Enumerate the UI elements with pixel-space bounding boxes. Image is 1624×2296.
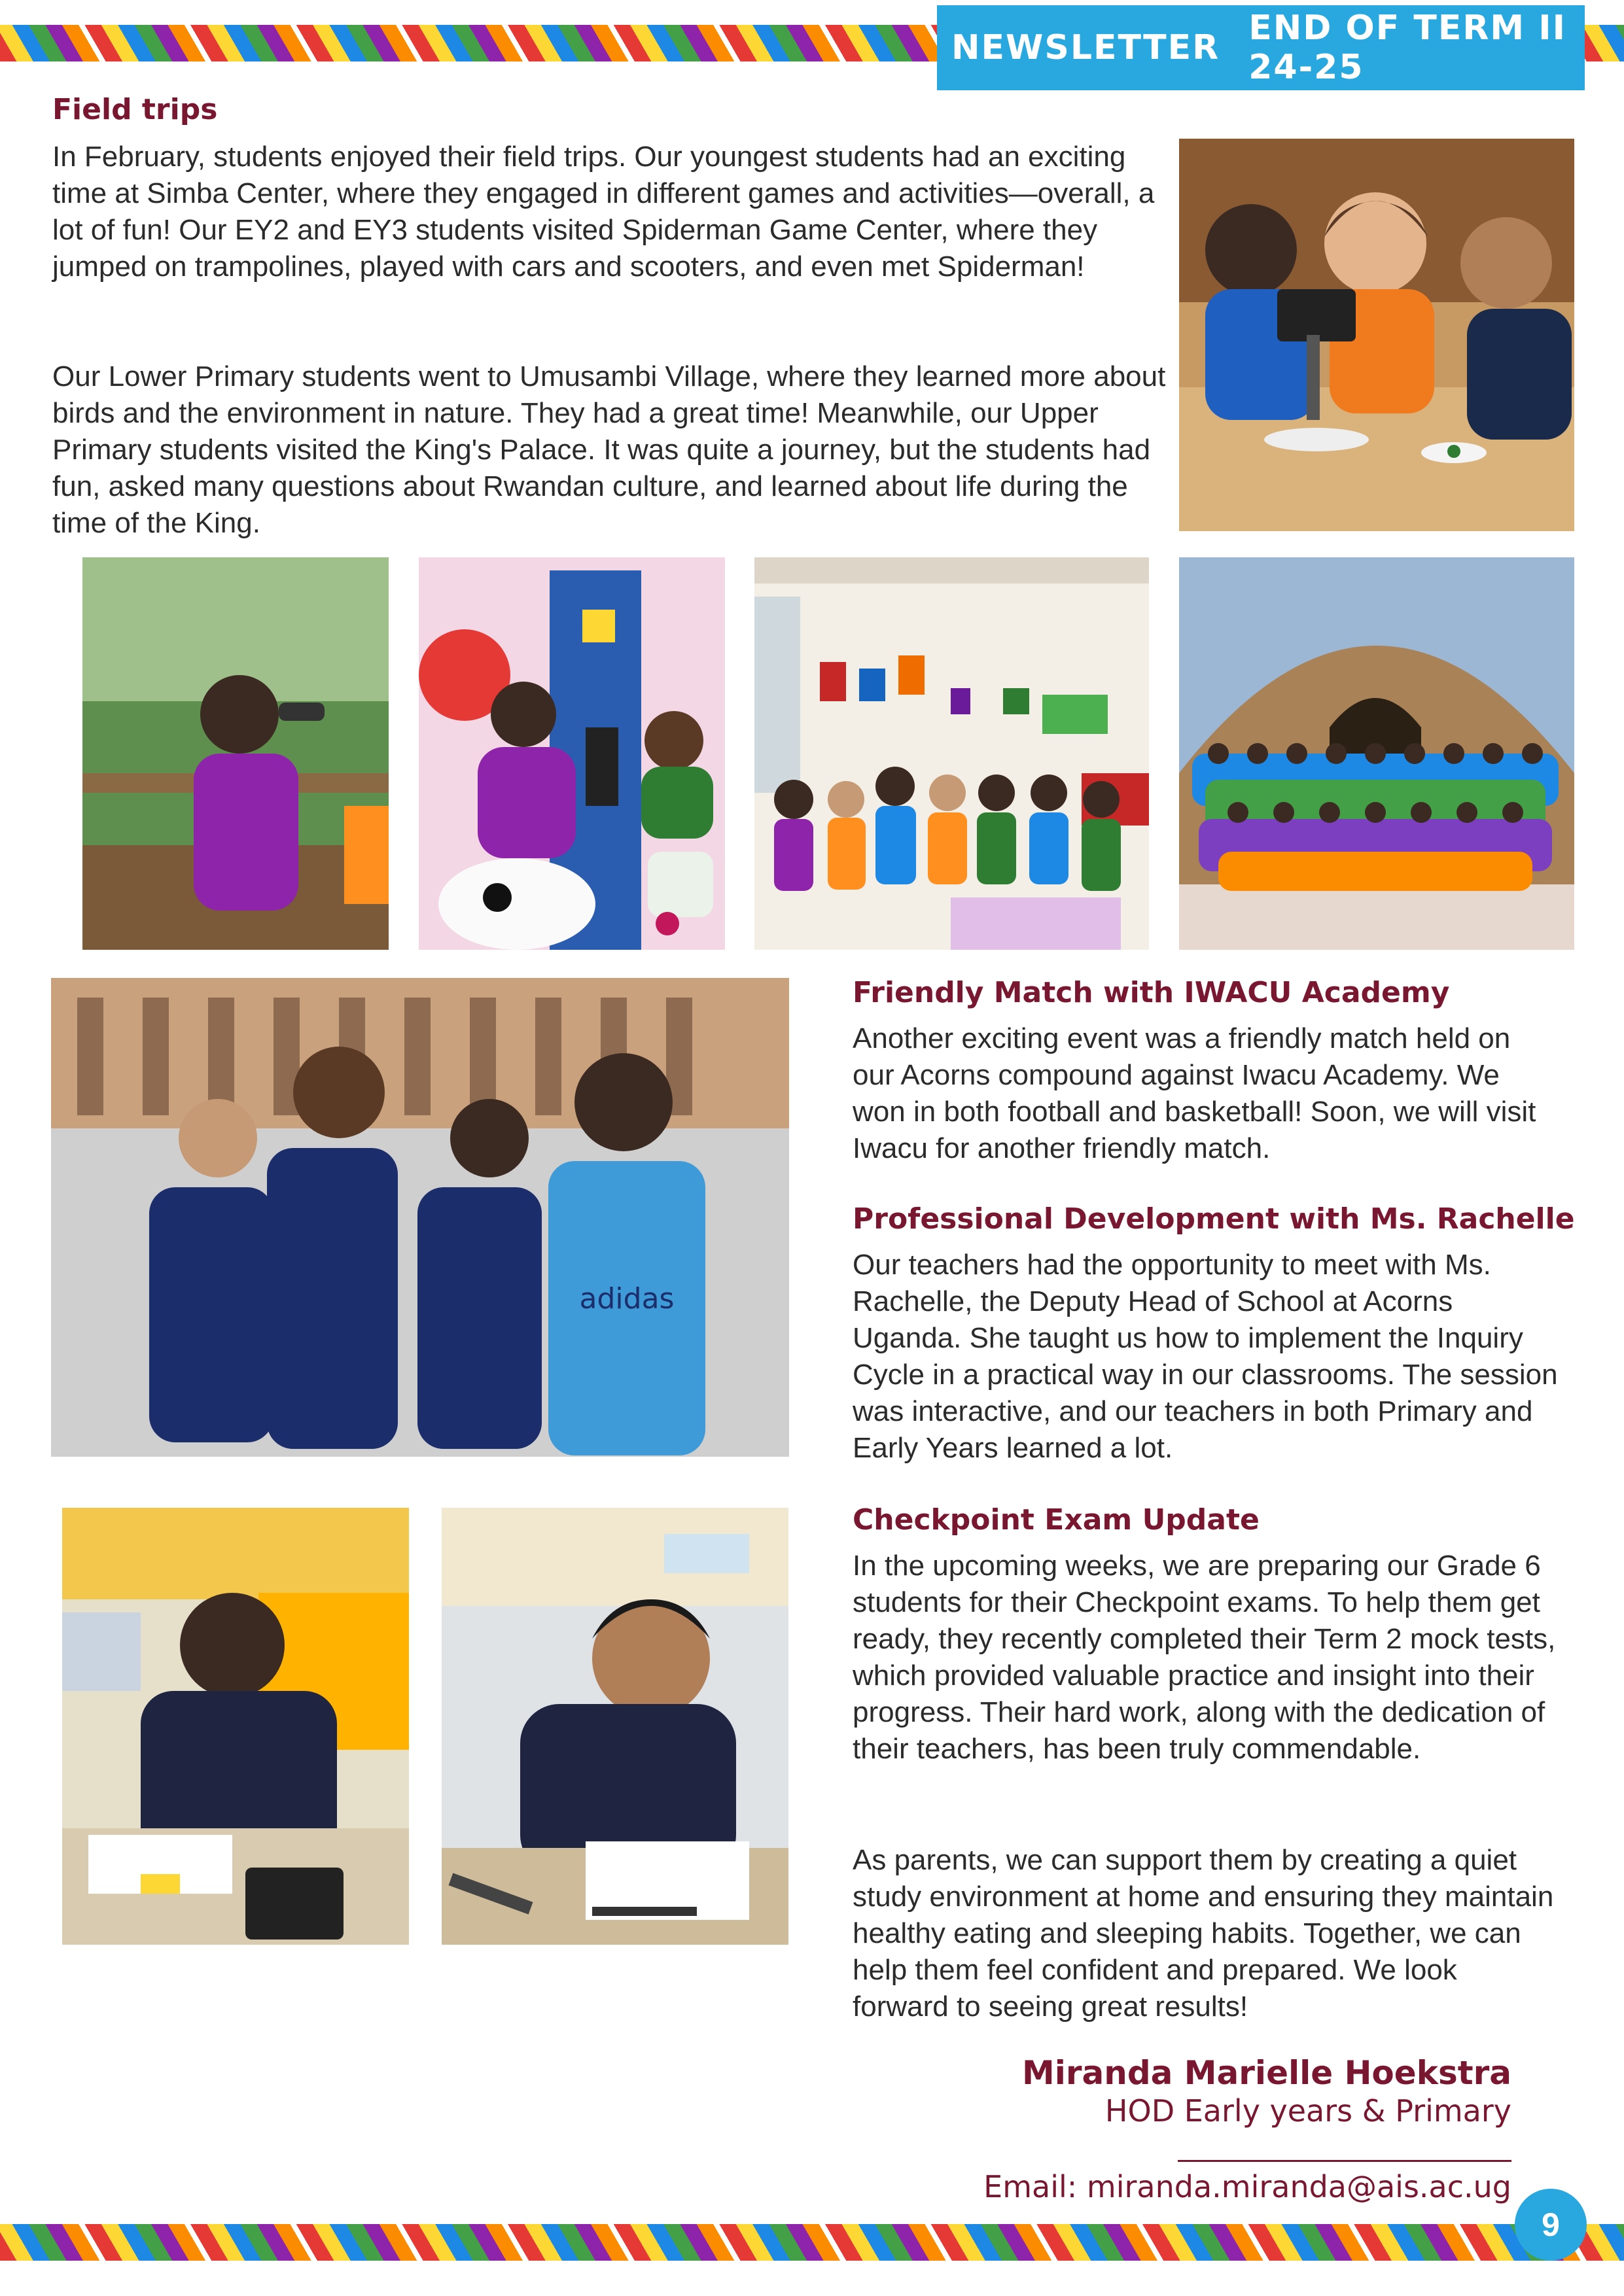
professional-development-heading: Professional Development with Ms. Rachelle bbox=[853, 1202, 1575, 1236]
bottom-decorative-band bbox=[0, 2224, 1624, 2261]
field-trips-paragraph-2: Our Lower Primary students went to Umusambi Village, where they learned more about birds and the environment in nature. They had a great time! Meanwhile, our Upper Primary students visited the King's Palace. It was quite a journey, but the students had fun, asked many questions about Rwandan culture, and learned about life during the time of the King. bbox=[52, 360, 1166, 539]
checkpoint-heading: Checkpoint Exam Update bbox=[853, 1503, 1260, 1537]
photo-kings-palace-group bbox=[1179, 557, 1574, 950]
field-trips-paragraph-1: In February, students enjoyed their field trips. Our youngest students had an exciting time at Simba Center, where they engaged in different games and activities—overall, a lot of fun! Our EY2 and EY3 students visited Spiderman Game Center, where they jumped on trampolines, played with cars and scooters, and even met Spiderman! bbox=[52, 141, 1155, 283]
field-trips-heading: Field trips bbox=[52, 93, 218, 126]
photo-binoculars-girl bbox=[82, 557, 389, 950]
signature-email[interactable]: Email: miranda.miranda@ais.ac.ug bbox=[983, 2169, 1511, 2204]
friendly-match-paragraph: Another exciting event was a friendly match held on our Acorns compound against Iwacu Academy. We won in both football and basketball! Soon, we will visit Iwacu for another friendly match. bbox=[853, 1022, 1536, 1164]
checkpoint-paragraph-2: As parents, we can support them by creating a quiet study environment at home and ensuring they maintain healthy eating and sleeping habits. Together, we can help them feel confident and prepared. We look forward to seeing great results! bbox=[853, 1844, 1554, 2023]
adidas-logo-text: adidas bbox=[579, 1282, 675, 1315]
photo-student-calculator bbox=[62, 1508, 409, 1945]
page-number: 9 bbox=[1515, 2189, 1587, 2261]
professional-development-paragraph: Our teachers had the opportunity to meet with Ms. Rachelle, the Deputy Head of School at Acorns Uganda. She taught us how to implement the Inquiry Cycle in a practical way in our classrooms. The session was interactive, and our teachers in both Primary and Early Years learned a lot. bbox=[853, 1249, 1558, 1464]
term-label: END OF TERM II 24-25 bbox=[1248, 9, 1566, 87]
photo-friendly-match-girls bbox=[51, 978, 789, 1457]
photo-microscope-kids bbox=[1179, 139, 1574, 531]
friendly-match-heading: Friendly Match with IWACU Academy bbox=[853, 976, 1450, 1009]
signature-divider bbox=[1178, 2160, 1511, 2162]
photo-classroom-group bbox=[754, 557, 1149, 950]
photo-student-writing bbox=[442, 1508, 788, 1945]
signature-name: Miranda Marielle Hoekstra bbox=[1021, 2054, 1511, 2092]
checkpoint-paragraph-1: In the upcoming weeks, we are preparing our Grade 6 students for their Checkpoint exams. To help them get ready, they recently completed their Term 2 mock tests, which provided valuable practice and insight into their progress. Their hard work, along with the dedication of their teachers, has been truly commendable. bbox=[853, 1550, 1556, 1765]
newsletter-label: NEWSLETTER bbox=[951, 28, 1220, 67]
photo-arcade-kids bbox=[419, 557, 725, 950]
newsletter-header bbox=[937, 5, 1585, 90]
signature-role: HOD Early years & Primary bbox=[1104, 2093, 1511, 2129]
